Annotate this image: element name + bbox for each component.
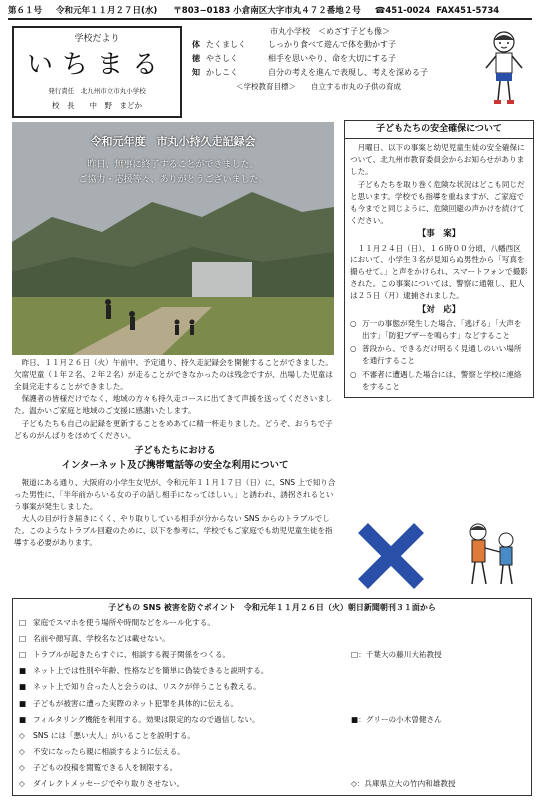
photo-line-2: ご協力・応援等々、ありがとうございました。 — [78, 175, 268, 185]
sns-point-item: ■ ネット上で知り合った人と会うのは、リスクが伴うことも教える。 — [19, 682, 261, 692]
masthead-subtitle: 学校だより — [74, 34, 120, 44]
section-heading: インターネット及び携帯電話等の安全な利用について — [61, 460, 289, 472]
sns-point-item: ■ フィルタリング機能を利用する。効果は限定的なので過信しない。 ■：グリーの小木曽健さん — [19, 714, 442, 724]
goal-row: 体 たくましく しっかり食べて遊んで体を動かす子 — [192, 39, 396, 49]
issue-date: 令和元年１１月２７日(水) — [56, 5, 158, 16]
article-paragraph: 保護者の皆様だけでなく、地域の方々も持久走コースに出てきて声援を送ってくださいました。温かいご家庭と地域のご支援に感謝いたします。 — [14, 394, 333, 416]
sns-point-item: □ トラブルが起きたらすぐに、相談する親子関係をつくる。 □：千葉大の藤川大祐教授 — [19, 650, 442, 660]
newsletter-title: いちまる — [26, 50, 167, 81]
school-goals — [192, 26, 474, 116]
sns-point-item: ◇ 子どもの投稿を閲覧できる人を制限する。 — [19, 762, 178, 772]
goal-row: 知 かしこく 自分の考えを進んで表現し、考えを深める子 — [192, 67, 428, 77]
school-fax: FAX451-5734 — [436, 5, 500, 16]
photo-line-1: 昨日、無事に終了することができました。 — [87, 160, 259, 170]
main-article — [14, 357, 336, 550]
sns-point-item: □ 名前や顔写真、学校名などは載せない。 — [19, 634, 170, 644]
goals-footer: ＜学校教育目標＞ 自立する市丸の子供の育成 — [236, 81, 401, 91]
response-item: ○ 普段から、できるだけ明るく見通しのいい場所を通行すること — [350, 344, 522, 366]
cross-mark-icon — [355, 520, 427, 592]
sns-point-item: □ 家庭でスマホを使う場所や時間などをルール化する。 — [19, 618, 215, 627]
safety-paragraph: 月曜日、以下の事案と幼児児童生徒の安全確保について、北九州市教育委員会からお知らせがありました。 — [350, 143, 525, 176]
school-tel: ☎451-0024 — [374, 5, 431, 16]
marathon-photo — [12, 122, 334, 355]
case-heading: 【事 案】 — [417, 229, 461, 240]
article-paragraph: 大人の目が行き届きにくく、やり取りしている相手が分からない SNS からのトラブルでした。このようなトラブル回避のために、以下を参考に、学校でもご家庭でも幼児児童生徒を指導する必要があります。 — [14, 514, 333, 547]
response-heading: 【対 応】 — [417, 304, 461, 315]
response-item: ○ 不審者に遭遇した場合には、警察と学校に連絡をすること — [350, 369, 522, 391]
publisher-line: 発行責任 北九州市立市丸小学校 — [48, 86, 146, 95]
principal-name: 校 長 中 野 まどか — [52, 101, 142, 111]
school-address: 〒803−0183 小倉南区大字市丸４７２番地２号 — [173, 5, 361, 16]
sns-point-item: ◇ SNS には「悪い大人」がいることを説明する。 — [19, 730, 196, 740]
article-paragraph: 昨日、１１月２６日（火）午前中、予定通り、持久走記録会を開催することができました。欠席児童（１年２名、２年２名）が走ることができなかったのは残念ですが、出場した児童は全員完走することができました。 — [14, 358, 333, 391]
article-paragraph: 報道にある通り、大阪府の小学生女児が、令和元年１１月１７日（日）に、SNS 上で知り合った男性に、「半年前からいる女の子の話し相手になってほしい。」と誘われ、誘拐されるという事案が発生しました。 — [14, 478, 336, 511]
safety-box — [344, 120, 534, 398]
page-header — [8, 4, 532, 20]
article-paragraph: 子どもたちも自己の記録を更新することをめあてに精一杯走りました。どうぞ、おうちで子どものがんばりをほめてください。 — [14, 418, 333, 440]
issue-number: 第６１号 — [8, 5, 43, 16]
goal-row: 徳 やさしく 相手を思いやり、命を大切にする子 — [192, 53, 396, 63]
sns-point-item: ■ 子どもが被害に遭った実際のネット犯罪を具体的に伝える。 — [19, 698, 239, 708]
walking-kids-illustration — [448, 518, 532, 594]
sns-point-item: ◇ 不安になったら親に相談するように伝える。 — [19, 746, 185, 756]
safety-paragraph: 子どもたちを取り巻く危険な状況はどこも同じだと思います。学校でも指導を重ねますが、ご家庭でも今までと同じように、危険回避の声かけを続けてください。 — [350, 180, 525, 225]
photo-caption: 令和元年度 市丸小持久走記録会 — [90, 135, 256, 148]
sns-point-item: ■ ネット上では性別や年齢、性格などを簡単に偽装できると説明する。 — [19, 666, 269, 676]
section-heading: 子どもたちにおける — [134, 446, 216, 457]
safety-column — [344, 120, 534, 538]
masthead — [12, 26, 182, 118]
safety-title: 子どもたちの安全確保について — [345, 121, 533, 139]
runner-kid-illustration — [478, 28, 530, 108]
response-item: ○ 万一の事態が発生した場合、「逃げる」「大声を出す」「防犯ブザーを鳴らす」などすること — [350, 318, 522, 340]
sns-point-item: ◇ ダイレクトメッセージでやり取りさせない。 ◇：兵庫県立大の竹内和雄教授 — [19, 779, 456, 788]
case-text: １１月２４日（日）、１６時００分頃、八幡西区において、小学生３名が見知らぬ男性から「写真を撮らせて。」と声をかけられ、スマートフォンで撮影された。この事案については、警察に通報し、犯人は２５日（月）逮捕されました。 — [350, 243, 528, 300]
sns-points-box — [12, 598, 532, 796]
photo-scene — [12, 122, 334, 355]
sns-points-title: 子どもの SNS 被害を防ぐポイント 令和元年１１月２６日（火）朝日新聞朝刊３１面から — [108, 603, 436, 612]
goals-title: 市丸小学校 ＜めざす子ども像＞ — [270, 27, 390, 36]
